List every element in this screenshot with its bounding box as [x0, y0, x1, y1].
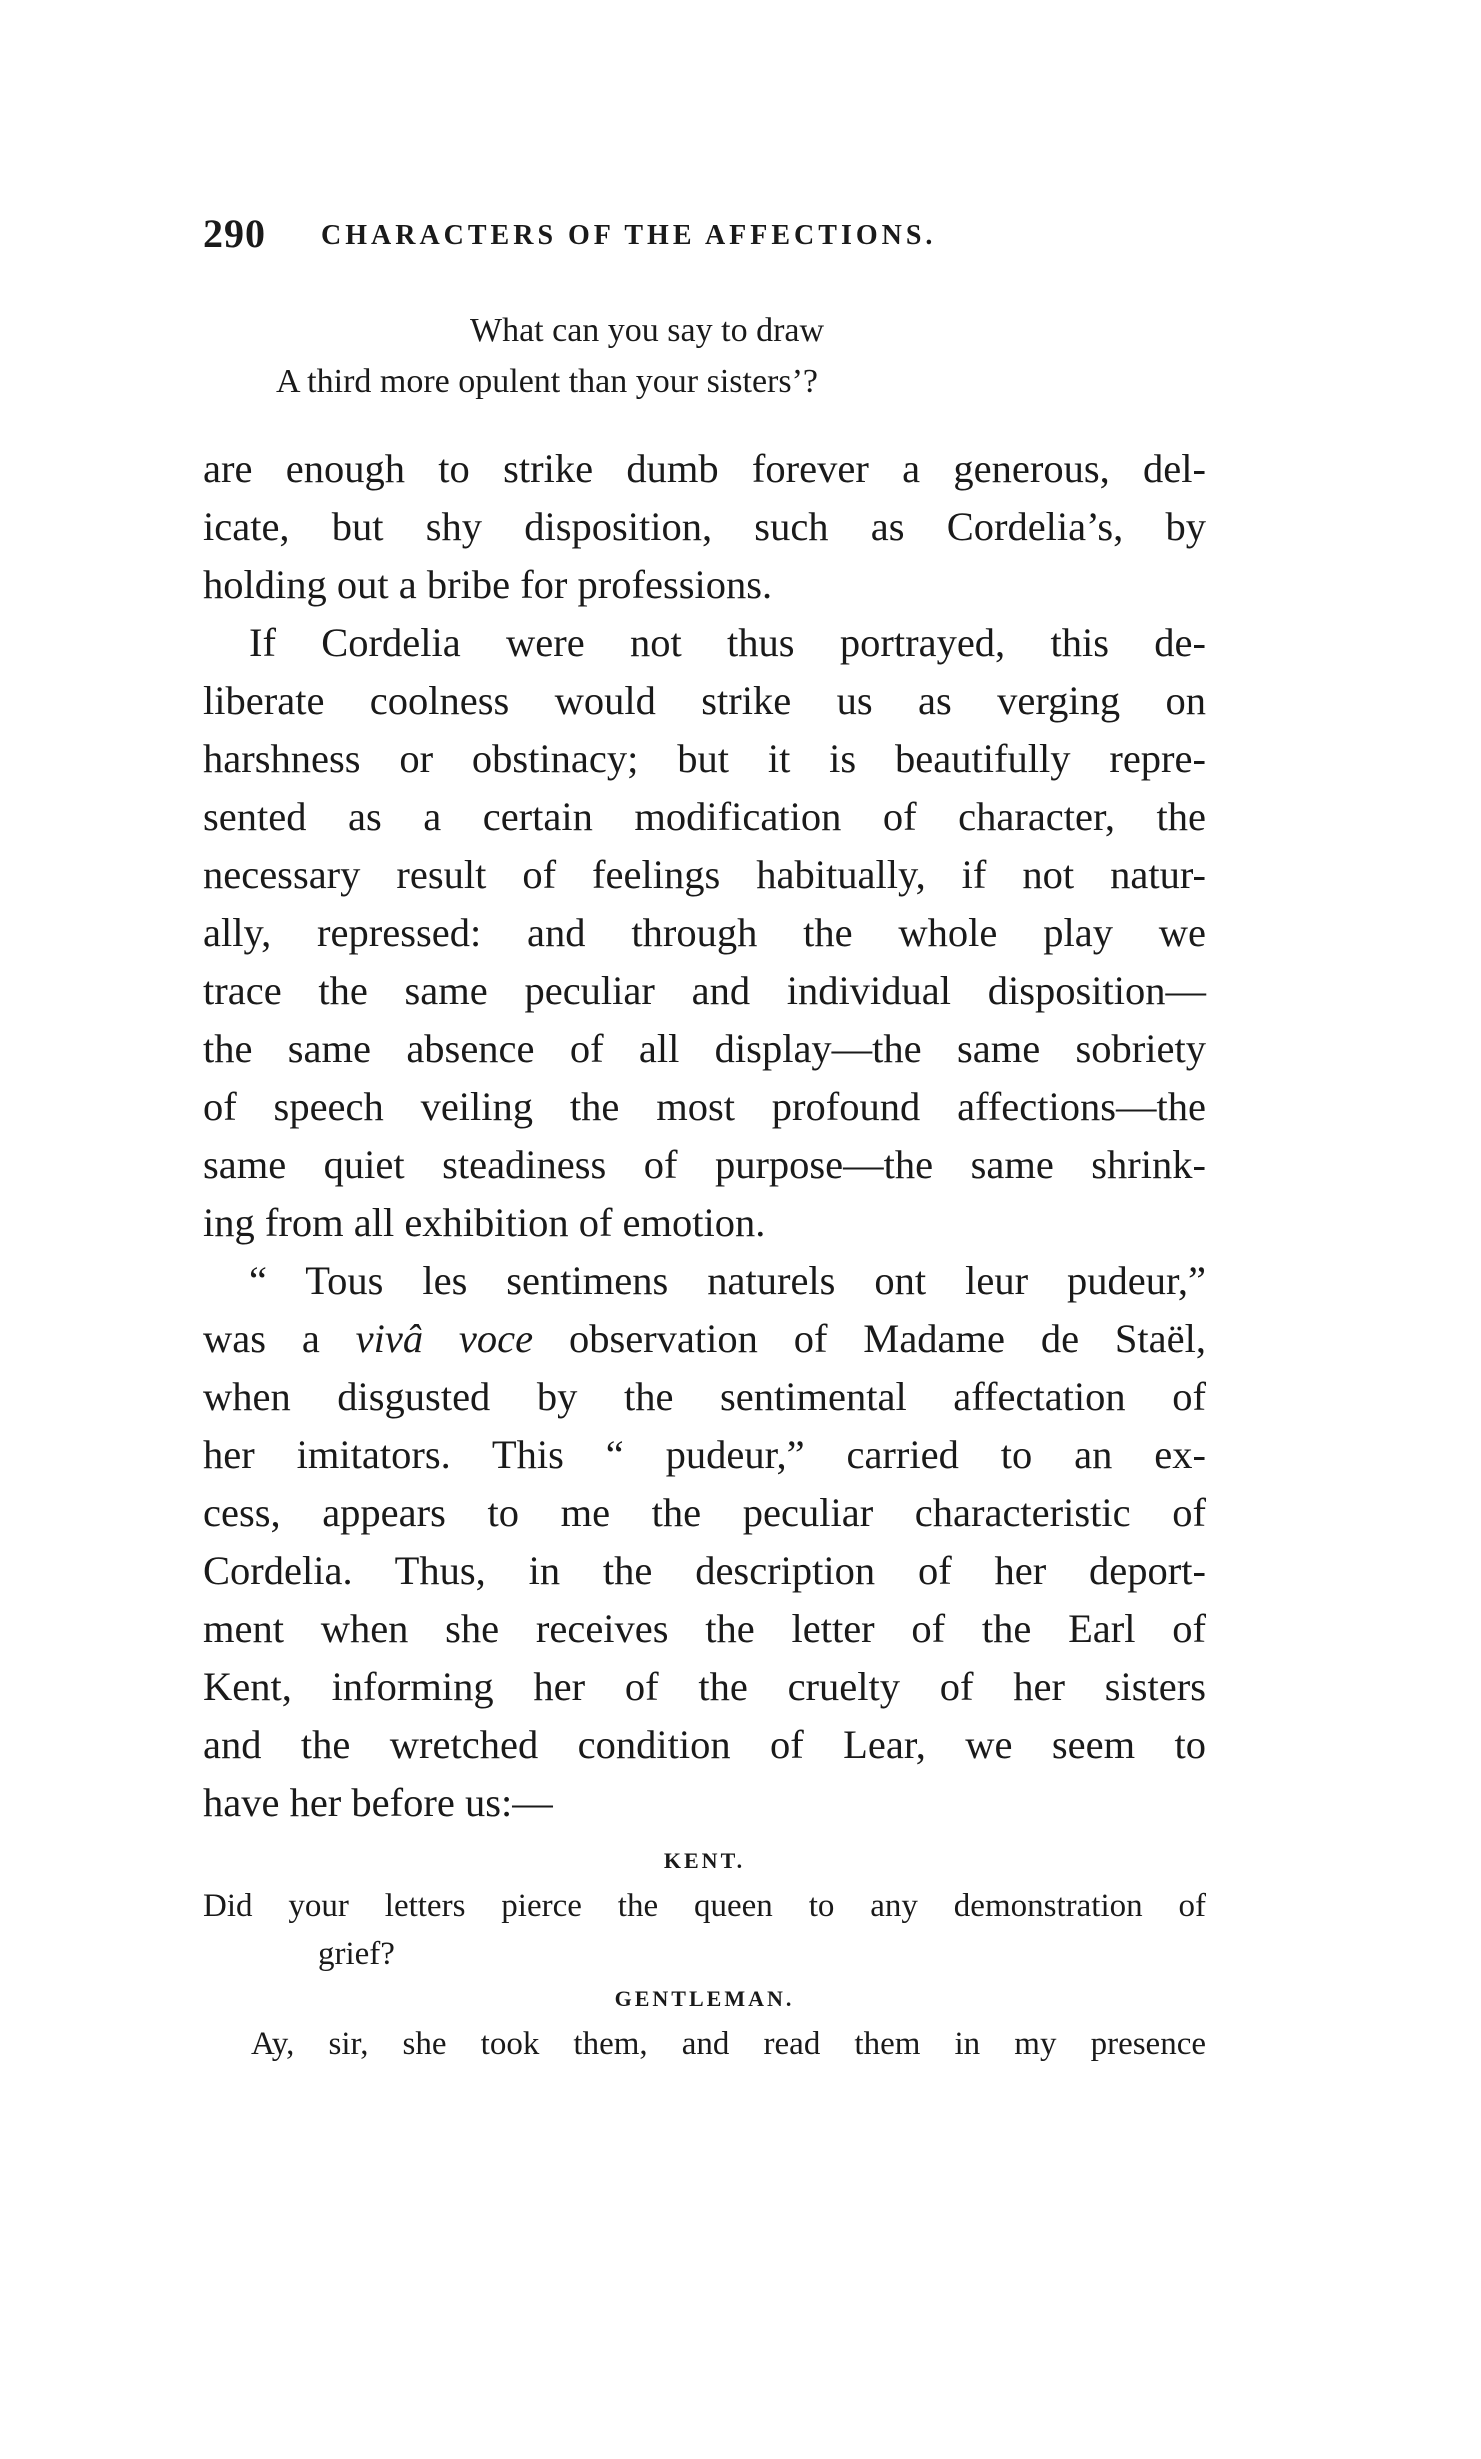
text-line: ing from all exhibition of emotion.	[203, 1200, 766, 1245]
text-line: cess, appears to me the peculiar characteristic of	[203, 1490, 1206, 1535]
text-line: necessary result of feelings habitually, if not natur-	[203, 852, 1206, 897]
text-line: If Cordelia were not thus portrayed, this de-	[249, 620, 1206, 665]
speech-line: Did your letters pierce the queen to any demonstration of	[203, 1888, 1206, 1924]
text-line	[203, 1310, 1206, 1368]
text-line: Kent, informing her of the cruelty of her sisters	[203, 1664, 1206, 1709]
text-line: holding out a bribe for professions.	[203, 562, 773, 607]
text-line: same quiet steadiness of purpose—the same shrink-	[203, 1142, 1206, 1187]
speaker-gentleman: GENTLEMAN.	[614, 1986, 795, 2011]
text-line: are enough to strike dumb forever a generous, del-	[203, 446, 1206, 491]
text-line: have her before us:—	[203, 1780, 553, 1825]
text-line: ment when she receives the letter of the Earl of	[203, 1606, 1206, 1651]
text-fragment: was a	[203, 1316, 356, 1361]
text-line: of speech veiling the most profound affections—the	[203, 1084, 1206, 1129]
italic-phrase: vivâ voce	[355, 1316, 534, 1361]
text-fragment: observation of Madame de Staël,	[533, 1316, 1206, 1361]
speech-line-continued: grief?	[318, 1936, 395, 1972]
speech-line: Ay, sir, she took them, and read them in my presence	[251, 2026, 1206, 2062]
text-line: the same absence of all display—the same sobriety	[203, 1026, 1206, 1071]
text-line: liberate coolness would strike us as verging on	[203, 678, 1206, 723]
text-line: “ Tous les sentimens naturels ont leur pudeur,”	[249, 1258, 1206, 1303]
page-number: 290	[203, 211, 266, 256]
text-line: trace the same peculiar and individual disposition—	[203, 968, 1206, 1013]
body-text	[203, 440, 1206, 1832]
epigraph-line-2: A third more opulent than your sisters’?	[276, 363, 819, 400]
text-line: harshness or obstinacy; but it is beautifully repre-	[203, 736, 1206, 781]
page-header	[203, 210, 1203, 270]
epigraph-line-1: What can you say to draw	[470, 312, 825, 349]
text-line: Cordelia. Thus, in the description of her deport-	[203, 1548, 1206, 1593]
dialogue-excerpt	[203, 1840, 1206, 2068]
text-line: when disgusted by the sentimental affectation of	[203, 1374, 1206, 1419]
text-line: sented as a certain modification of character, the	[203, 794, 1206, 839]
text-line: icate, but shy disposition, such as Cordelia’s, by	[203, 504, 1206, 549]
text-line: her imitators. This “ pudeur,” carried to an ex-	[203, 1432, 1206, 1477]
text-line: ally, repressed: and through the whole play we	[203, 910, 1206, 955]
running-head: CHARACTERS OF THE AFFECTIONS.	[321, 220, 937, 251]
speaker-kent: KENT.	[663, 1848, 746, 1873]
text-line: and the wretched condition of Lear, we seem to	[203, 1722, 1206, 1767]
